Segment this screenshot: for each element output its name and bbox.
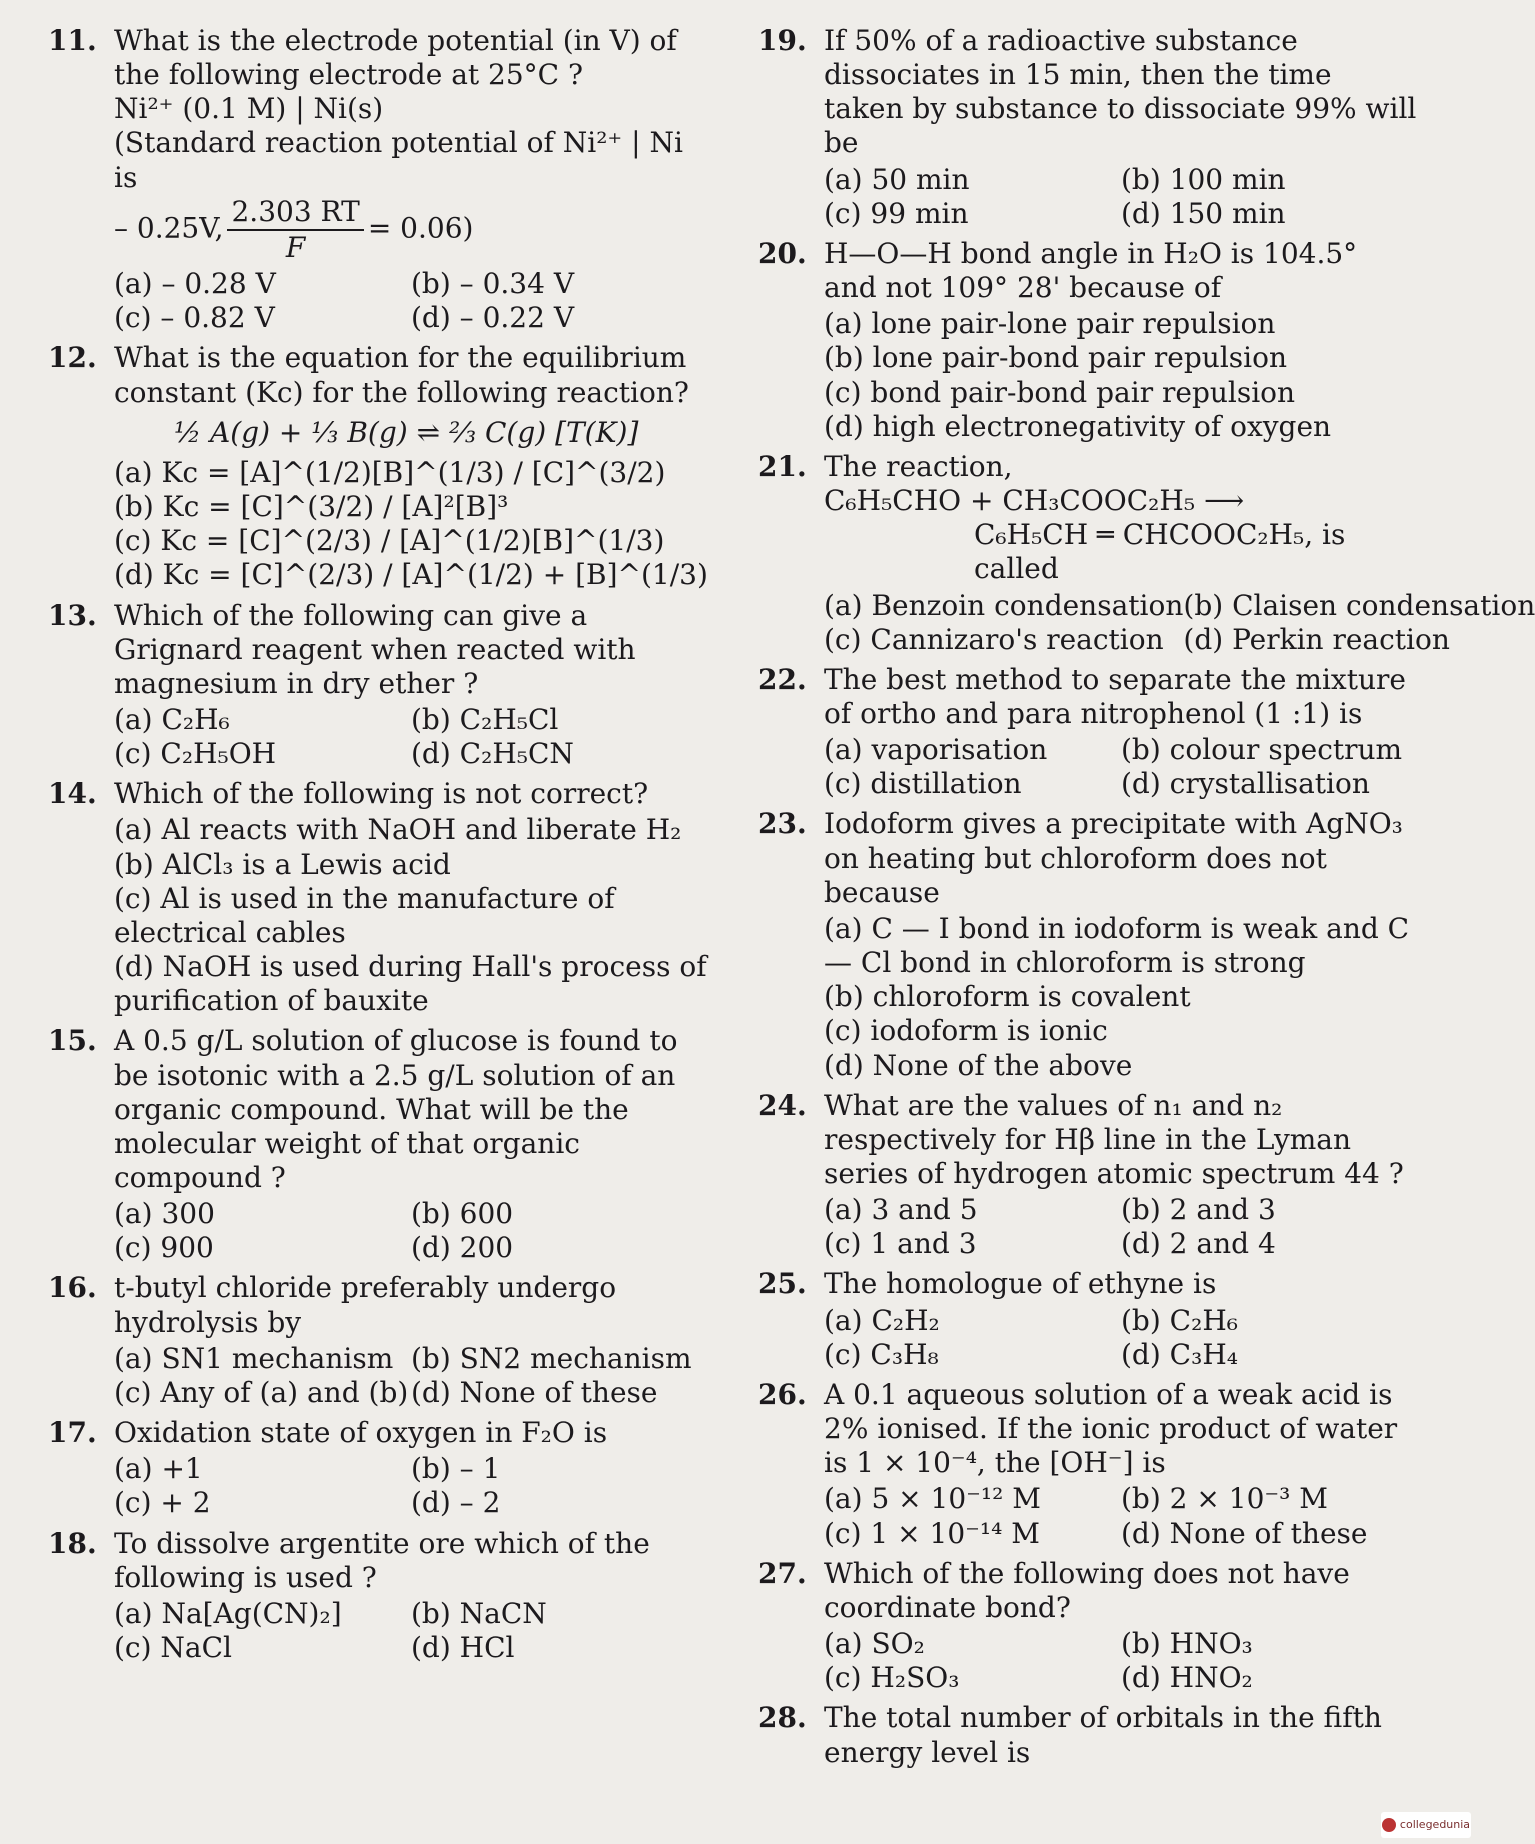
question-line: Oxidation state of oxygen in F₂O is bbox=[114, 1416, 608, 1450]
question-number: 13. bbox=[48, 598, 97, 632]
options bbox=[824, 912, 1418, 1083]
question-number: 20. bbox=[758, 236, 807, 270]
left-column bbox=[48, 24, 708, 1671]
option: (c) Cannizaro's reaction bbox=[824, 622, 1164, 656]
option: (a) SO₂ bbox=[824, 1627, 925, 1661]
option: (b) – 0.34 V bbox=[411, 267, 575, 301]
option: (b) 2 and 3 bbox=[1121, 1193, 1276, 1227]
option: (d) – 0.22 V bbox=[411, 301, 575, 335]
question bbox=[48, 341, 708, 592]
question-line: What is the equation for the equilibrium constant (Kc) for the following reaction? bbox=[114, 341, 689, 409]
option: (d) None of these bbox=[411, 1375, 658, 1409]
options bbox=[824, 1627, 1418, 1695]
question-text bbox=[824, 449, 1535, 657]
question-number: 25. bbox=[758, 1267, 807, 1301]
option: (b) AlCl₃ is a Lewis acid bbox=[114, 847, 451, 881]
question-text bbox=[114, 1271, 708, 1410]
fraction-denominator: F bbox=[285, 230, 306, 264]
question-text bbox=[114, 1416, 708, 1520]
option: (a) Kc = [A]^(1/2)[B]^(1/3) / [C]^(3/2) bbox=[114, 455, 666, 489]
question-text bbox=[114, 777, 708, 1018]
option: (d) C₃H₄ bbox=[1121, 1337, 1238, 1371]
question bbox=[758, 1089, 1418, 1262]
question-line: If 50% of a radioactive substance dissociates in 15 min, then the time taken by substance to dissociate 99% will be bbox=[824, 24, 1417, 160]
option: (a) SN1 mechanism bbox=[114, 1341, 394, 1375]
question-number: 18. bbox=[48, 1526, 97, 1560]
question bbox=[48, 1024, 708, 1265]
option: (b) chloroform is covalent bbox=[824, 980, 1191, 1014]
question-line: (Standard reaction potential of Ni²⁺ | Ni is bbox=[114, 126, 683, 194]
reaction bbox=[824, 484, 1418, 586]
question bbox=[48, 24, 708, 335]
question-number: 27. bbox=[758, 1556, 807, 1590]
option: (a) C₂H₆ bbox=[114, 702, 230, 736]
option: (b) – 1 bbox=[411, 1452, 501, 1486]
options bbox=[824, 307, 1418, 444]
option: (a) Al reacts with NaOH and liberate H₂ bbox=[114, 813, 682, 847]
watermark-logo bbox=[1381, 1812, 1471, 1838]
question-line: H—O—H bond angle in H₂O is 104.5° and not 109° 28' because of bbox=[824, 236, 1358, 305]
question-text bbox=[114, 24, 708, 335]
option: (c) Al is used in the manufacture of electrical cables bbox=[114, 881, 615, 949]
option: (b) colour spectrum bbox=[1121, 733, 1403, 767]
option: (a) C — I bond in iodoform is weak and C — Cl bond in chloroform is strong bbox=[824, 911, 1410, 980]
option: (d) 2 and 4 bbox=[1121, 1227, 1276, 1261]
question-number: 26. bbox=[758, 1377, 807, 1411]
reaction-equation: ½ A(g) + ⅓ B(g) ⇌ ⅔ C(g) [T(K)] bbox=[174, 415, 639, 449]
question-number: 19. bbox=[758, 24, 807, 57]
option: (b) C₂H₅Cl bbox=[411, 702, 559, 736]
question bbox=[48, 599, 708, 772]
option: (b) SN2 mechanism bbox=[411, 1341, 692, 1375]
question-number: 14. bbox=[48, 777, 97, 811]
question-line: To dissolve argentite ore which of the following is used ? bbox=[114, 1526, 650, 1594]
question bbox=[758, 663, 1418, 802]
option: (b) 600 bbox=[411, 1197, 514, 1231]
option: (d) high electronegativity of oxygen bbox=[824, 409, 1332, 443]
reaction-products: C₆H₅CH ═ CHCOOC₂H₅, is called bbox=[974, 518, 1346, 586]
question bbox=[48, 777, 708, 1018]
question-line: Iodoform gives a precipitate with AgNO₃ on heating but chloroform does not because bbox=[824, 807, 1403, 909]
options bbox=[824, 1193, 1418, 1261]
question-text bbox=[824, 237, 1418, 444]
option: (d) crystallisation bbox=[1121, 767, 1370, 801]
question bbox=[48, 1271, 708, 1410]
options bbox=[114, 1342, 708, 1410]
logo-text: collegedunia bbox=[1399, 1818, 1471, 1832]
option: (a) C₂H₂ bbox=[824, 1303, 940, 1337]
option: (c) H₂SO₃ bbox=[824, 1661, 960, 1695]
option: (a) – 0.28 V bbox=[114, 267, 276, 301]
options bbox=[114, 1452, 708, 1520]
question-line: Ni²⁺ (0.1 M) | Ni(s) bbox=[114, 92, 384, 126]
question-number: 15. bbox=[48, 1024, 97, 1058]
option: (a) 5 × 10⁻¹² M bbox=[824, 1482, 1041, 1516]
right-column bbox=[758, 24, 1535, 1776]
question bbox=[48, 1416, 708, 1520]
option: (d) 200 bbox=[411, 1231, 514, 1265]
option: (b) Kc = [C]^(3/2) / [A]²[B]³ bbox=[114, 490, 509, 524]
question-number: 12. bbox=[48, 341, 97, 375]
option: (a) 3 and 5 bbox=[824, 1193, 978, 1227]
option: (b) 2 × 10⁻³ M bbox=[1121, 1482, 1328, 1516]
options bbox=[824, 1482, 1418, 1550]
option: (a) vaporisation bbox=[824, 733, 1048, 767]
question-line: Which of the following is not correct? bbox=[114, 777, 649, 811]
question-number: 28. bbox=[758, 1701, 807, 1735]
equation-prefix: – 0.25V, bbox=[114, 211, 224, 245]
option: (d) None of these bbox=[1121, 1516, 1368, 1550]
options bbox=[114, 1197, 708, 1265]
option: (b) lone pair-bond pair repulsion bbox=[824, 341, 1287, 375]
option: (d) Kc = [C]^(2/3) / [A]^(1/2) + [B]^(1/3) bbox=[114, 558, 708, 592]
option: (d) 150 min bbox=[1121, 196, 1286, 230]
option: (a) 50 min bbox=[824, 162, 970, 196]
option: (c) iodoform is ionic bbox=[824, 1014, 1108, 1048]
option: (c) 900 bbox=[114, 1231, 214, 1265]
question-line: What is the electrode potential (in V) of the following electrode at 25°C ? bbox=[114, 24, 677, 92]
question-number: 23. bbox=[758, 807, 807, 841]
options bbox=[824, 733, 1418, 801]
option: (c) Any of (a) and (b) bbox=[114, 1375, 409, 1409]
option: (b) 100 min bbox=[1121, 162, 1286, 196]
question-line: The reaction, bbox=[824, 449, 1013, 483]
option: (d) Perkin reaction bbox=[1183, 622, 1450, 656]
question-number: 21. bbox=[758, 449, 807, 483]
options bbox=[114, 267, 708, 335]
option: (c) Kc = [C]^(2/3) / [A]^(1/2)[B]^(1/3) bbox=[114, 524, 665, 558]
option: (d) NaOH is used during Hall's process of purification of bauxite bbox=[114, 950, 707, 1018]
question bbox=[758, 1557, 1418, 1696]
option: (d) – 2 bbox=[411, 1486, 501, 1520]
logo-icon bbox=[1382, 1818, 1396, 1832]
options bbox=[824, 1304, 1418, 1372]
question-line: Which of the following can give a Grignard reagent when reacted with magnesium in dry ether ? bbox=[114, 598, 636, 700]
question-text bbox=[824, 807, 1418, 1082]
question-number: 11. bbox=[48, 24, 97, 57]
option: (b) NaCN bbox=[411, 1596, 547, 1630]
option: (c) – 0.82 V bbox=[114, 301, 275, 335]
question bbox=[758, 1267, 1418, 1371]
option: (a) 300 bbox=[114, 1197, 215, 1231]
question-line: What are the values of n₁ and n₂ respectively for Hβ line in the Lyman series of hydrogen atomic spectrum 44 ? bbox=[824, 1088, 1404, 1190]
options bbox=[114, 1597, 708, 1665]
options bbox=[824, 163, 1418, 231]
option: (c) 1 × 10⁻¹⁴ M bbox=[824, 1516, 1040, 1550]
option: (a) Na[Ag(CN)₂] bbox=[114, 1596, 342, 1630]
question bbox=[758, 237, 1418, 444]
option: (d) HNO₂ bbox=[1121, 1661, 1253, 1695]
option: (a) lone pair-lone pair repulsion bbox=[824, 307, 1276, 341]
question bbox=[758, 449, 1535, 657]
question-number: 24. bbox=[758, 1088, 807, 1122]
options bbox=[114, 456, 708, 593]
option: (b) Claisen condensation bbox=[1183, 588, 1535, 622]
option: (b) C₂H₆ bbox=[1121, 1303, 1238, 1337]
question-text bbox=[824, 1089, 1418, 1262]
question-number: 22. bbox=[758, 662, 807, 696]
option: (b) HNO₃ bbox=[1121, 1627, 1253, 1661]
question-number: 17. bbox=[48, 1416, 97, 1450]
reaction-reactants: C₆H₅CHO + CH₃COOC₂H₅ ⟶ bbox=[824, 484, 1245, 518]
option: (c) 1 and 3 bbox=[824, 1227, 977, 1261]
question bbox=[758, 807, 1418, 1082]
option: (d) HCl bbox=[411, 1631, 515, 1665]
question-line: A 0.5 g/L solution of glucose is found to be isotonic with a 2.5 g/L solution of an organic compound. What will be the molecular weight of that organic compound ? bbox=[114, 1024, 678, 1194]
option: (c) 99 min bbox=[824, 196, 969, 230]
options bbox=[114, 813, 708, 1018]
fraction-numerator: 2.303 RT bbox=[227, 195, 363, 231]
question-text bbox=[824, 1267, 1418, 1371]
fraction bbox=[227, 195, 363, 265]
question bbox=[758, 1378, 1418, 1551]
option: (a) +1 bbox=[114, 1452, 203, 1486]
option: (c) bond pair-bond pair repulsion bbox=[824, 375, 1296, 409]
question-text bbox=[824, 24, 1418, 231]
question-line: t-butyl chloride preferably undergo hydrolysis by bbox=[114, 1271, 617, 1339]
question bbox=[758, 24, 1418, 231]
question bbox=[48, 1527, 708, 1666]
question-line: Which of the following does not have coordinate bond? bbox=[824, 1556, 1350, 1624]
question bbox=[758, 1701, 1418, 1769]
equation bbox=[114, 195, 708, 265]
option: (c) NaCl bbox=[114, 1631, 233, 1665]
question-number: 16. bbox=[48, 1271, 97, 1305]
option: (a) Benzoin condensation bbox=[824, 588, 1184, 622]
equation-suffix: = 0.06) bbox=[367, 211, 474, 245]
question-text bbox=[114, 1527, 708, 1666]
question-text bbox=[824, 1701, 1418, 1769]
option: (c) + 2 bbox=[114, 1486, 211, 1520]
question-text bbox=[114, 599, 708, 772]
options bbox=[114, 703, 708, 771]
question-line: The best method to separate the mixture of ortho and para nitrophenol (1 :1) is bbox=[824, 662, 1406, 730]
question-text bbox=[824, 663, 1418, 802]
question-line: A 0.1 aqueous solution of a weak acid is 2% ionised. If the ionic product of water is 1 × 10⁻⁴, the [OH⁻] is bbox=[824, 1377, 1398, 1480]
option: (c) distillation bbox=[824, 767, 1022, 801]
question-text bbox=[114, 1024, 708, 1265]
question-line: The total number of orbitals in the fifth energy level is bbox=[824, 1701, 1382, 1769]
question-text bbox=[114, 341, 708, 592]
options bbox=[824, 588, 1535, 657]
question-line: The homologue of ethyne is bbox=[824, 1267, 1217, 1301]
question-text bbox=[824, 1378, 1418, 1551]
option: (c) C₃H₈ bbox=[824, 1337, 939, 1371]
option: (d) C₂H₅CN bbox=[411, 737, 574, 771]
question-text bbox=[824, 1557, 1418, 1696]
option: (c) C₂H₅OH bbox=[114, 737, 277, 771]
option: (d) None of the above bbox=[824, 1048, 1133, 1082]
